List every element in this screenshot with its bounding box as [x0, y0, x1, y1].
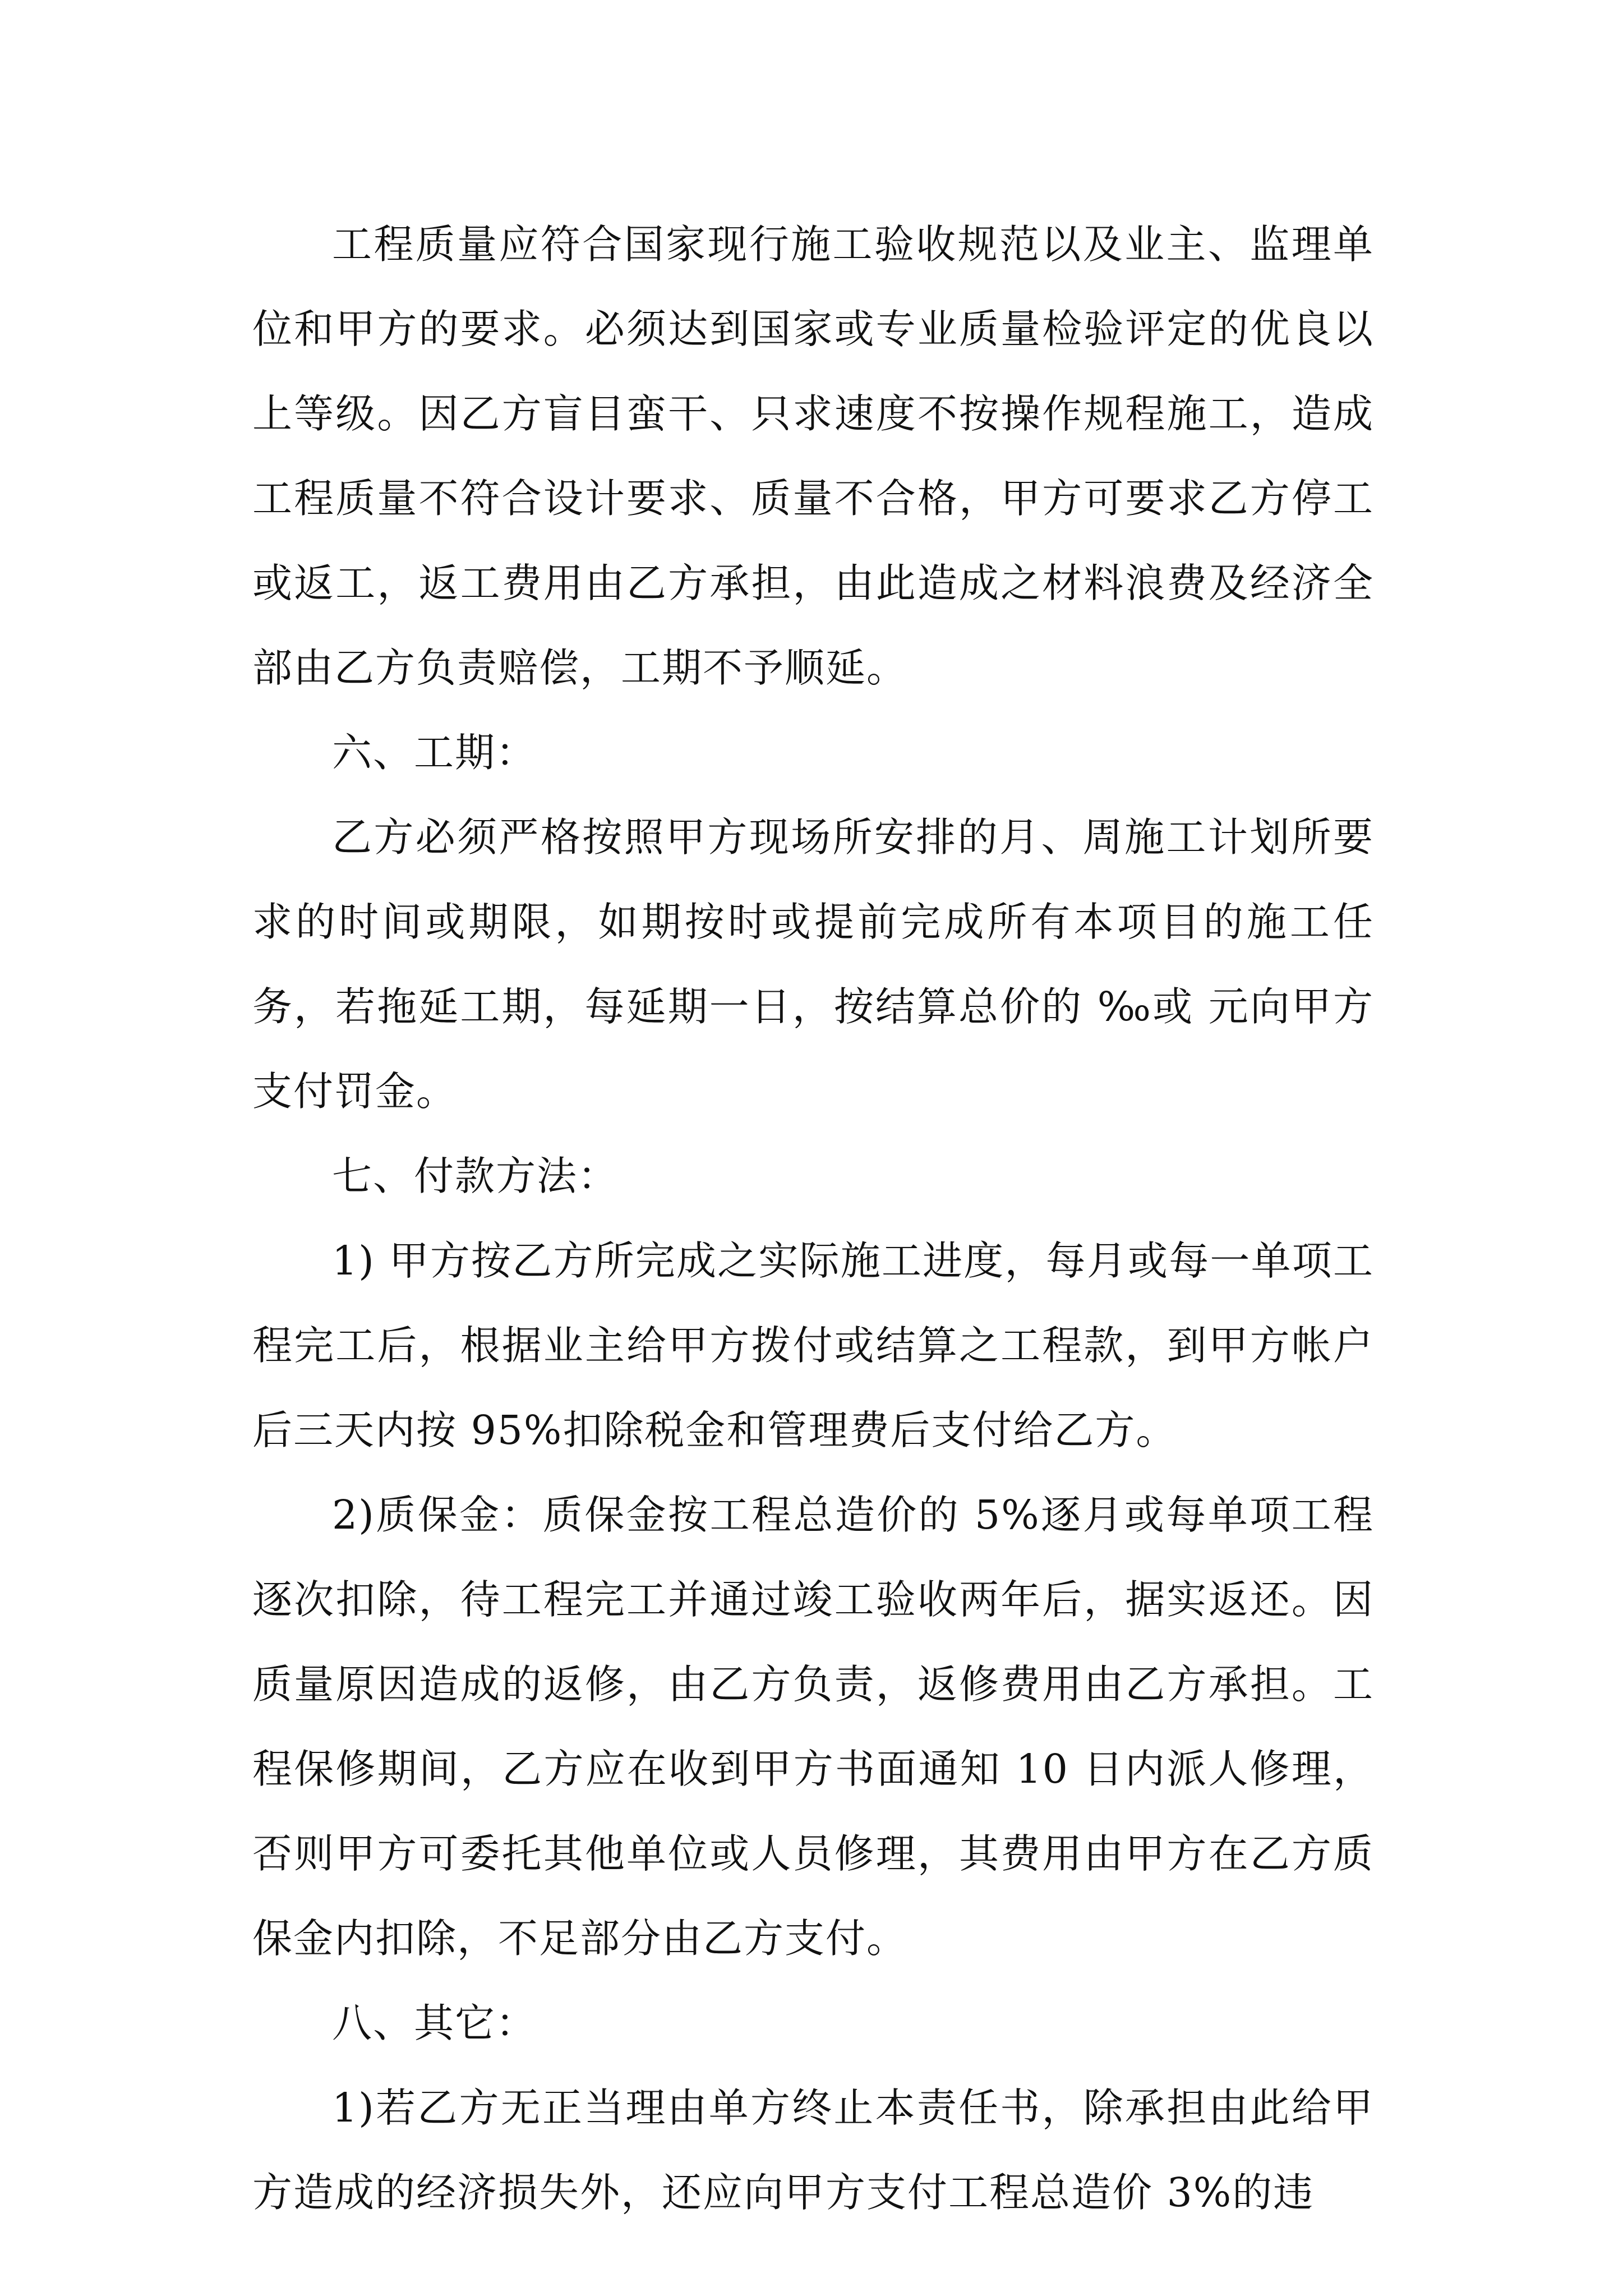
document-body: [252, 202, 1374, 2235]
paragraph-payment-progress: 1) 甲方按乙方所完成之实际施工进度，每月或每一单项工程完工后，根据业主给甲方拨付或结算之工程款，到甲方帐户后三天内按 95%扣除税金和管理费后支付给乙方。: [252, 1237, 1374, 1453]
section-heading-payment: 七、付款方法：: [332, 1153, 619, 1199]
section-heading-other: 八、其它：: [332, 2000, 537, 2046]
paragraph-termination: 1)若乙方无正当理由单方终止本责任书，除承担由此给甲方造成的经济损失外，还应向甲方支付工程总造价 3%的违: [252, 2085, 1374, 2216]
paragraph-retention-money: 2)质保金：质保金按工程总造价的 5%逐月或每单项工程逐次扣除，待工程完工并通过竣工验收两年后，据实返还。因质量原因造成的返修，由乙方负责，返修费用由乙方承担。工程保修期间，乙方应在收到甲方书面通知 10 日内派人修理，否则甲方可委托其他单位或人员修理，其费用由甲方在乙方质保金内扣除，不足部分由乙方支付。: [252, 1492, 1374, 1962]
paragraph-quality-requirements: 工程质量应符合国家现行施工验收规范以及业主、监理单位和甲方的要求。必须达到国家或专业质量检验评定的优良以上等级。因乙方盲目蛮干、只求速度不按操作规程施工，造成工程质量不符合设计要求、质量不合格，甲方可要求乙方停工或返工，返工费用由乙方承担，由此造成之材料浪费及经济全部由乙方负责赔偿，工期不予顺延。: [252, 221, 1374, 691]
section-heading-schedule: 六、工期：: [332, 729, 537, 776]
paragraph-schedule: 乙方必须严格按照甲方现场所安排的月、周施工计划所要求的时间或期限，如期按时或提前完成所有本项目的施工任务，若拖延工期，每延期一日，按结算总价的 ‰或 元向甲方支付罚金。: [252, 814, 1374, 1115]
